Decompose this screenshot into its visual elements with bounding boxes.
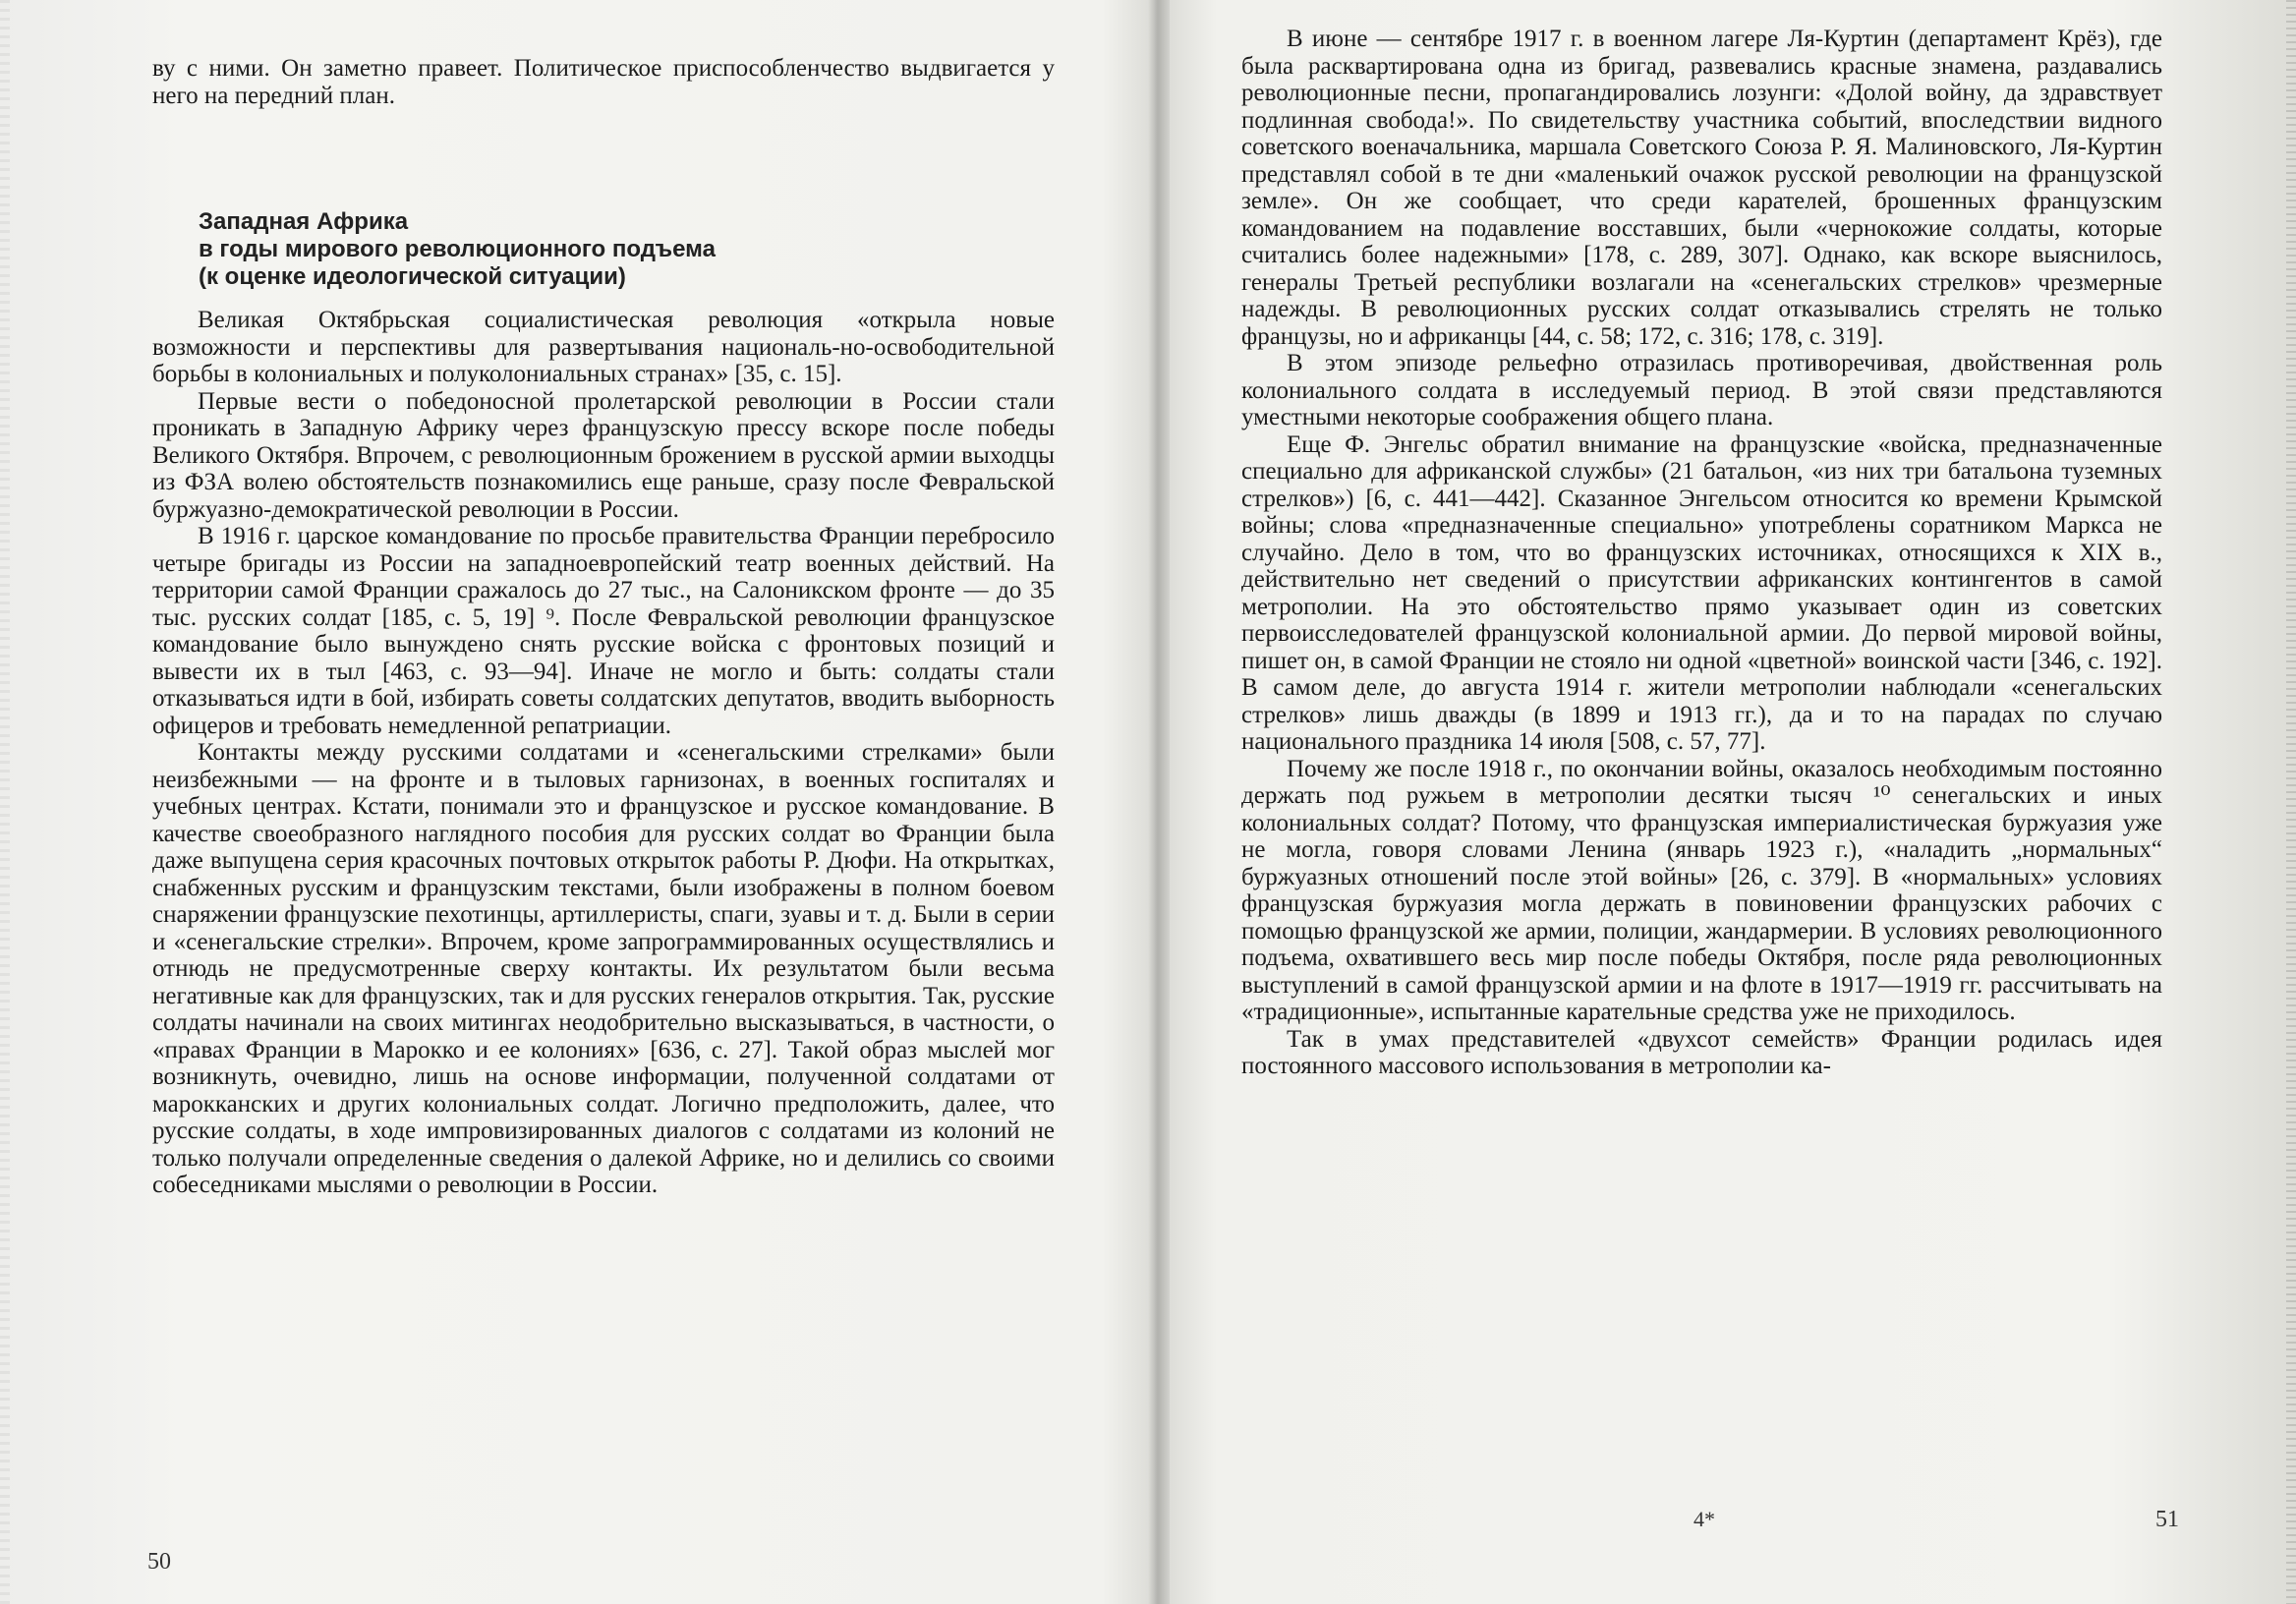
book-gutter bbox=[1148, 0, 1170, 1604]
right-paragraph-1: В июне — сентябре 1917 г. в военном лагере Ля-Куртин (департамент Крёз), где была расквартирована одна из бригад, развевались красные знамена, раздавались революционные песни, пропагандировались лозунги: «Долой войну, да здравствует подлинная свобода!». По свидетельству участника событий, впоследствии видного советского военачальника, маршала Советского Союза Р. Я. Малиновского, Ля-Куртин представлял собой в те дни «маленький очажок русской революции на французской земле». Он же сообщает, что среди карателей, брошенных французским командованием на подавление восставших, были «чернокожие солдаты, которые считались более надежными» [178, с. 289, 307]. Однако, как вскоре выяснилось, генералы Третьей республики возлагали на «сенегальских стрелков» чрезмерные надежды. В революционных русских солдат отказывались стрелять не только французы, но и африканцы [44, с. 58; 172, с. 316; 178, с. 319]. bbox=[1241, 26, 2162, 350]
right-paragraph-5: Так в умах представителей «двухсот семейств» Франции родилась идея постоянного массового использования в метрополии ка- bbox=[1241, 1025, 2162, 1079]
heading-line-2: в годы мирового революционного подъема bbox=[199, 236, 716, 262]
left-paragraph-1: Великая Октябрьская социалистическая революция «открыла новые возможности и перспективы для развертывания националь-но-освободительной борьбы в колониальных и полуколониальных странах» [35, с. 15]. bbox=[152, 307, 1055, 387]
left-paragraph-3: В 1916 г. царское командование по просьбе правительства Франции перебросило четыре бригады из России на западноевропейский театр военных действий. На территории самой Франции сражалось до 27 тыс., на Салоникском фронте — до 35 тыс. русских солдат [185, с. 5, 19] ⁹. После Февральской революции французское командование было вынуждено снять русские войска с фронтовых позиций и вывести их в тыл [463, с. 93—94]. Иначе не могло и быть: солдаты стали отказываться идти в бой, избирать советы солдатских депутатов, вводить выборность офицеров и требовать немедленной репатриации. bbox=[152, 523, 1055, 739]
left-paragraph-2: Первые вести о победоносной пролетарской революции в России стали проникать в Западную Африку через французскую прессу вскоре после победы Великого Октября. Впрочем, с революционным брожением в русской армии выходцы из ФЗА волею обстоятельств познакомились еще раньше, сразу после Февральской буржуазно-демократической революции в России. bbox=[152, 387, 1055, 523]
page-number-right: 51 bbox=[2155, 1507, 2179, 1532]
signature-mark: 4* bbox=[1693, 1507, 1715, 1531]
page-number-left: 50 bbox=[147, 1549, 171, 1575]
right-paragraph-4: Почему же после 1918 г., по окончании войны, оказалось необходимым постоянно держать под ружьем в метрополии десятки тысяч ¹⁰ сенегальских и иных колониальных солдат? Потому, что французская империалистическая буржуазия уже не могла, говоря словами Ленина (январь 1923 г.), «наладить „нормальных“ буржуазных отношений после этой войны» [26, с. 379]. В «нормальных» условиях французская буржуазия могла держать в повиновении французских рабочих с помощью французской же армии, полиции, жандармерии. В условиях революционного подъема, охватившего весь мир после победы Октября, после ряда революционных выступлений в самой французской армии и на флоте в 1917—1919 гг. рассчитывать на «традиционные», испытанные карательные средства уже не приходилось. bbox=[1241, 755, 2162, 1025]
right-body-block bbox=[1241, 26, 2162, 1080]
section-heading bbox=[199, 208, 946, 291]
right-paragraph-3: Еще Ф. Энгельс обратил внимание на французские «войска, предназначенные специально для африканской службы» (21 батальон, «из них три батальона туземных стрелков») [6, с. 441—442]. Сказанное Энгельсом относится ко времени Крымской войны; слова «предназначенные специально» употреблены соратником Маркса не случайно. Дело в том, что во французских источниках, относящихся к XIX в., действительно нет сведений о присутствии африканских контингентов в самой метрополии. На это обстоятельство прямо указывает один из советских первоисследователей французской колониальной армии. До первой мировой войны, пишет он, в самой Франции не стояло ни одной «цветной» воинской части [346, с. 192]. В самом деле, до августа 1914 г. жители метрополии наблюдали «сенегальских стрелков» лишь дважды (в 1899 и 1913 гг.), да и то на парадах по случаю национального праздника 14 июля [508, с. 57, 77]. bbox=[1241, 430, 2162, 755]
left-paragraph-4: Контакты между русскими солдатами и «сенегальскими стрелками» были неизбежными — на фронте и в тыловых гарнизонах, в военных госпиталях и учебных центрах. Кстати, понимали это и французское и русское командование. В качестве своеобразного наглядного пособия для русских солдат во Франции была даже выпущена серия красочных почтовых открыток работы Р. Дюфи. На открытках, снабженных русским и французским текстами, были изображены в полном боевом снаряжении французские пехотинцы, артиллеристы, спаги, зуавы и т. д. Были в серии и «сенегальские стрелки». Впрочем, кроме запрограммированных осуществлялись и отнюдь не предусмотренные сверху контакты. Их результатом были весьма негативные как для французских, так и для русских генералов открытия. Так, русские солдаты начинали на своих митингах неодобрительно высказываться, в частности, о «правах Франции в Марокко и ее колониях» [636, с. 27]. Такой образ мыслей мог возникнуть, очевидно, лишь на основе информации, полученной солдатами от марокканских и других колониальных солдат. Логично предположить, далее, что русские солдаты, в ходе импровизированных диалогов с солдатами из колоний не только получали определенные сведения о далекой Африке, но и делились со своими собеседниками мыслями о революции в России. bbox=[152, 739, 1055, 1198]
heading-line-1: Западная Африка bbox=[199, 208, 409, 235]
heading-line-3: (к оценке идеологической ситуации) bbox=[199, 263, 626, 290]
right-page bbox=[1170, 0, 2296, 1604]
left-intro-paragraph: ву с ними. Он заметно правеет. Политическое приспособленчество выдвигается у него на передний план. bbox=[152, 55, 1055, 109]
left-body-block bbox=[152, 307, 1055, 1199]
right-paragraph-2: В этом эпизоде рельефно отразилась противоречивая, двойственная роль колониального солдата в исследуемый период. В этой связи представляются уместными некоторые соображения общего плана. bbox=[1241, 350, 2162, 430]
left-intro-block bbox=[152, 55, 1055, 109]
